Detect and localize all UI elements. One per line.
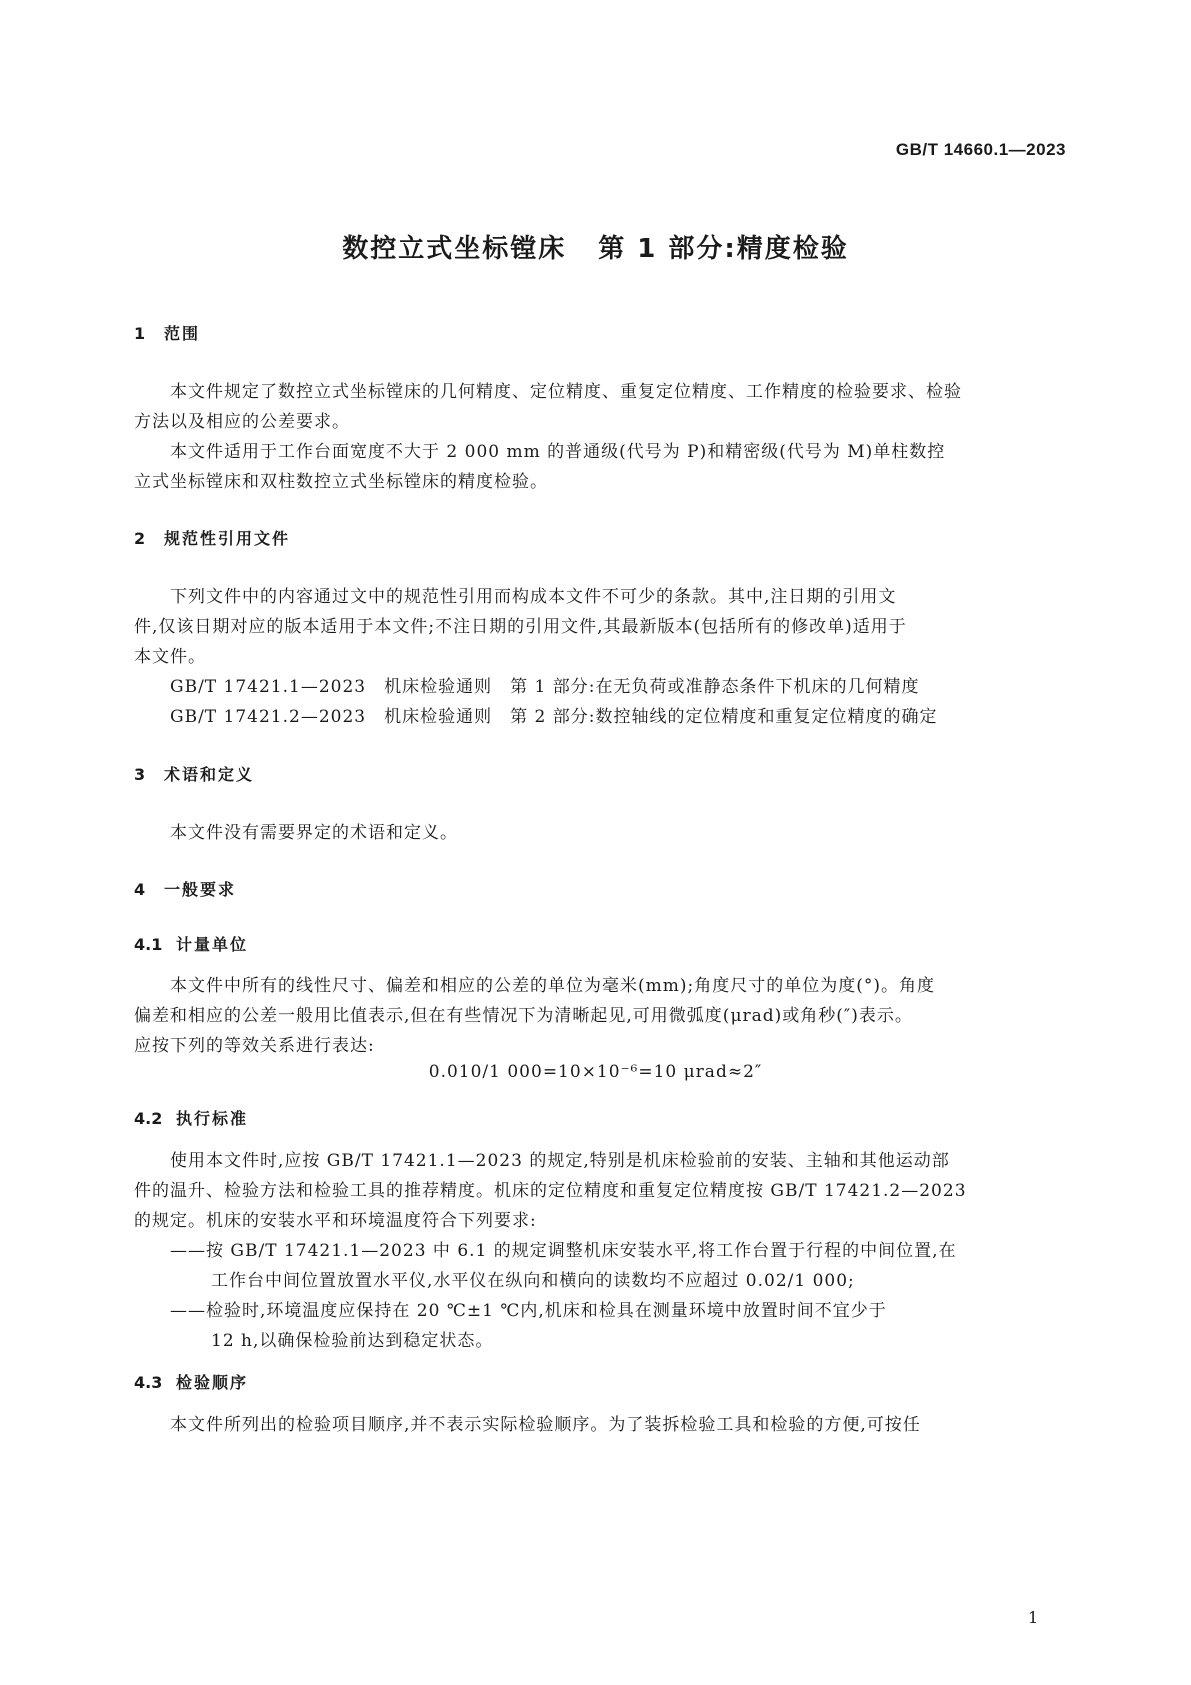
paragraph-line: 立式坐标镗床和双柱数控立式坐标镗床的精度检验。: [134, 472, 548, 492]
paragraph-line: 方法以及相应的公差要求。: [134, 412, 350, 432]
reference-entry: GB/T 17421.2—2023 机床检验通则 第 2 部分:数控轴线的定位精度和重复定位精度的确定: [170, 707, 938, 727]
section-heading-normative-references: [134, 526, 290, 549]
section-heading-terms: [134, 762, 254, 785]
section-title: 一般要求: [164, 880, 237, 899]
subsection-heading-test-sequence: [134, 1370, 248, 1393]
section-title: 检验顺序: [176, 1373, 249, 1392]
section-number: 2: [134, 529, 146, 548]
title-part: 第 1 部分:精度检验: [598, 234, 849, 264]
paragraph-line: 件,仅该日期对应的版本适用于本文件;不注日期的引用文件,其最新版本(包括所有的修改单)适用于: [134, 617, 907, 637]
section-number: 1: [134, 324, 146, 343]
paragraph-line: 偏差和相应的公差一般用比值表示,但在有些情况下为清晰起见,可用微弧度(μrad)或角秒(″)表示。: [134, 1006, 913, 1026]
section-title: 术语和定义: [164, 765, 255, 784]
paragraph-line: 本文件规定了数控立式坐标镗床的几何精度、定位精度、重复定位精度、工作精度的检验要求、检验: [170, 382, 962, 402]
section-title: 规范性引用文件: [164, 529, 291, 548]
paragraph-line: 的规定。机床的安装水平和环境温度符合下列要求:: [134, 1211, 537, 1231]
paragraph-line: 使用本文件时,应按 GB/T 17421.1—2023 的规定,特别是机床检验前的安装、主轴和其他运动部: [170, 1151, 950, 1171]
standard-code: GB/T 14660.1—2023: [895, 140, 1066, 159]
paragraph-line: 下列文件中的内容通过文中的规范性引用而构成本文件不可少的条款。其中,注日期的引用文: [170, 587, 897, 607]
section-number: 4.1: [134, 935, 163, 954]
subsection-heading-units: [134, 932, 248, 955]
page-number: 1: [1028, 1608, 1039, 1627]
list-item: ——检验时,环境温度应保持在 20 ℃±1 ℃内,机床和检具在测量环境中放置时间不宜少于: [170, 1301, 887, 1321]
formula: 0.010/1 000=10×10⁻⁶=10 μrad≈2″: [428, 1062, 763, 1082]
paragraph-line: 应按下列的等效关系进行表达:: [134, 1036, 375, 1056]
section-number: 4.2: [134, 1109, 163, 1128]
document-title: [0, 228, 1191, 265]
list-item-continuation: 工作台中间位置放置水平仪,水平仪在纵向和横向的读数均不应超过 0.02/1 000;: [211, 1271, 855, 1291]
paragraph-line: 本文件。: [134, 647, 206, 667]
section-heading-scope: [134, 321, 200, 344]
section-title: 范围: [164, 324, 201, 343]
list-item: ——按 GB/T 17421.1—2023 中 6.1 的规定调整机床安装水平,将工作台置于行程的中间位置,在: [170, 1241, 957, 1261]
section-title: 计量单位: [176, 935, 249, 954]
list-item-continuation: 12 h,以确保检验前达到稳定状态。: [211, 1331, 494, 1351]
section-number: 4.3: [134, 1373, 163, 1392]
title-main: 数控立式坐标镗床: [342, 234, 567, 264]
paragraph-line: 本文件中所有的线性尺寸、偏差和相应的公差的单位为毫米(mm);角度尺寸的单位为度(°)。角度: [170, 976, 935, 996]
paragraph-line: 本文件所列出的检验项目顺序,并不表示实际检验顺序。为了装拆检验工具和检验的方便,可按任: [170, 1415, 921, 1435]
paragraph-line: 本文件没有需要界定的术语和定义。: [170, 823, 458, 843]
section-number: 4: [134, 880, 146, 899]
reference-entry: GB/T 17421.1—2023 机床检验通则 第 1 部分:在无负荷或准静态条件下机床的几何精度: [170, 677, 920, 697]
paragraph-line: 本文件适用于工作台面宽度不大于 2 000 mm 的普通级(代号为 P)和精密级(代号为 M)单柱数控: [170, 442, 946, 462]
section-title: 执行标准: [176, 1109, 249, 1128]
section-heading-general-requirements: [134, 877, 236, 900]
section-number: 3: [134, 765, 146, 784]
subsection-heading-standards: [134, 1106, 248, 1129]
paragraph-line: 件的温升、检验方法和检验工具的推荐精度。机床的定位精度和重复定位精度按 GB/T 17421.2—2023: [134, 1181, 967, 1201]
